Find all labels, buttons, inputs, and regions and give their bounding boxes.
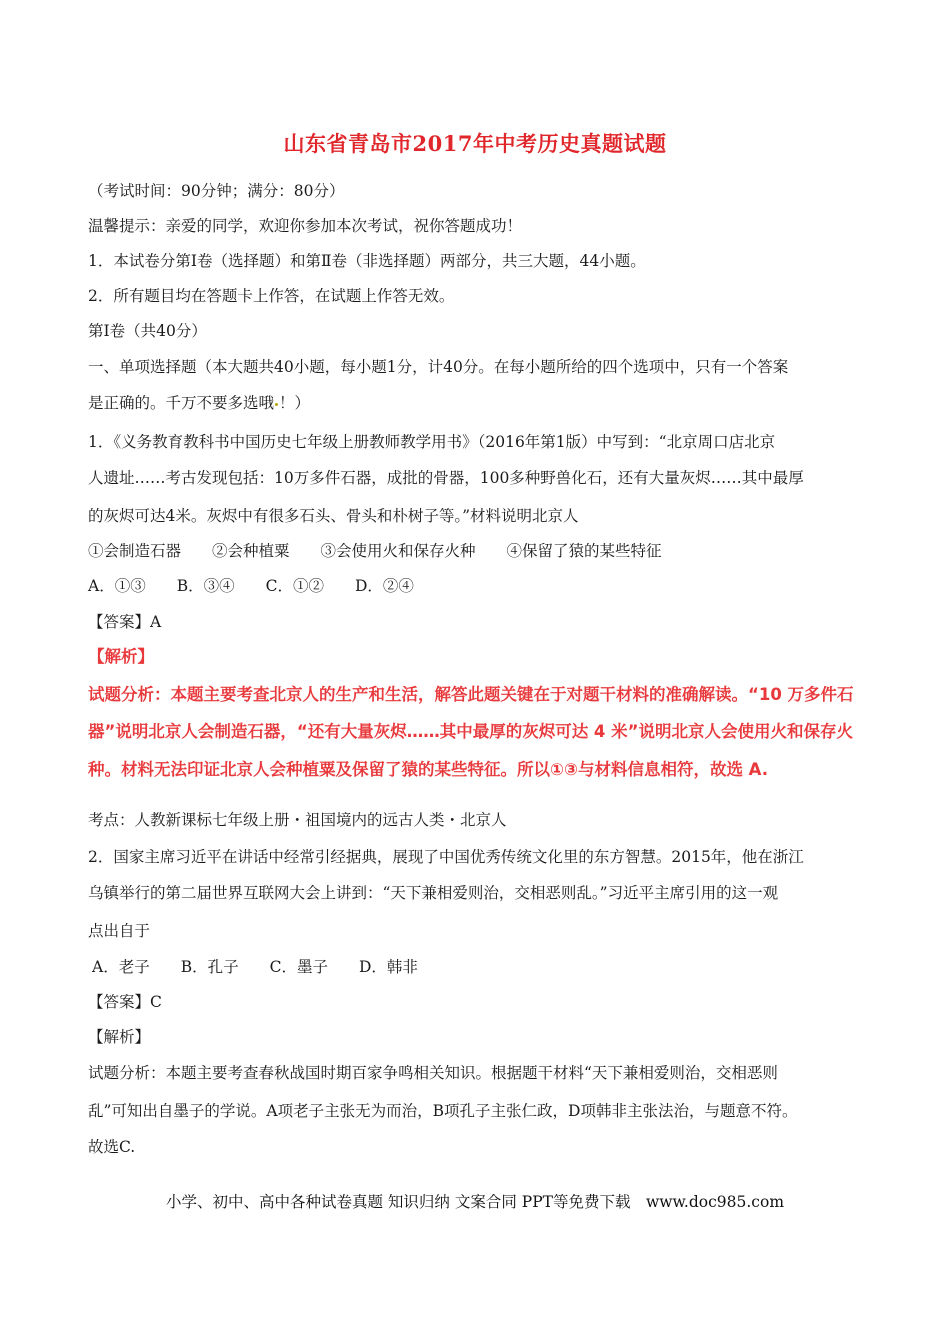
q1-analysis-label: 【解析】 (88, 647, 154, 666)
q2-stem-line1: 2．国家主席习近平在讲话中经常引经据典，展现了中国优秀传统文化里的东方智慧。2015年，他在浙江 (88, 848, 804, 866)
q2-analysis-line1: 试题分析：本题主要考查春秋战国时期百家争鸣相关知识。根据题干材料“天下兼相爱则治，交相恶则 (88, 1064, 778, 1082)
q2-stem-line3: 点出自于 (88, 922, 151, 940)
q1-answer: 【答案】A (88, 613, 162, 631)
q1-analysis-line3: 种。材料无法印证北京人会种植粟及保留了猿的某些特征。所以①③与材料信息相符，故选 A. (88, 760, 769, 779)
q1-options: A．①③ B．③④ C．①② D．②④ (88, 577, 414, 595)
q1-stem-line3: 的灰烬可达4米。灰烬中有很多石头、骨头和朴树子等。”材料说明北京人 (88, 507, 579, 525)
q2-analysis-line2: 乱”可知出自墨子的学说。A项老子主张无为而治，B项孔子主张仁政，D项韩非主张法治，与题意不符。 (88, 1102, 798, 1120)
tip-text: 温馨提示：亲爱的同学，欢迎你参加本次考试，祝你答题成功！ (88, 217, 523, 235)
page-footer: 小学、初中、高中各种试卷真题 知识归纳 文案合同 PPT等免费下载 www.doc985.com (165, 1193, 785, 1211)
part-1-heading: 第Ⅰ卷（共40分） (88, 322, 207, 340)
q2-options: A．老子 B．孔子 C．墨子 D．韩非 (92, 958, 418, 976)
q2-analysis-label: 【解析】 (88, 1028, 151, 1046)
q2-analysis-line3: 故选C. (88, 1138, 136, 1156)
q2-answer: 【答案】C (88, 993, 162, 1011)
section-1-line2-end: ！） (279, 394, 311, 412)
q2-stem-line2: 乌镇举行的第二届世界互联网大会上讲到：“天下兼相爱则治，交相恶则乱。”习近平主席引用的这一观 (88, 884, 779, 902)
section-1-instructions-line2 (88, 392, 878, 414)
section-1-instructions-line1: 一、单项选择题（本大题共40小题，每小题1分，计40分。在每小题所给的四个选项中，只有一个答案 (88, 358, 789, 376)
document-title: 山东省青岛市2017年中考历史真题试题 (283, 131, 667, 156)
section-1-line2-text: 是正确的。千万不要多选哦 (88, 394, 275, 412)
dot-mark-icon (275, 403, 278, 406)
q1-stem-line2: 人遗址……考古发现包括：10万多件石器，成批的骨器，100多种野兽化石，还有大量灰烬……其中最厚 (88, 469, 804, 487)
exam-info: （考试时间：90分钟；满分：80分） (88, 182, 345, 200)
q1-statements: ①会制造石器 ②会种植粟 ③会使用火和保存火种 ④保留了猿的某些特征 (88, 542, 662, 560)
q1-analysis-line1: 试题分析：本题主要考查北京人的生产和生活，解答此题关键在于对题干材料的准确解读。“10 万多件石 (88, 685, 854, 704)
q1-analysis-line2: 器”说明北京人会制造石器，“还有大量灰烬……其中最厚的灰烬可达 4 米”说明北京人会使用火和保存火 (88, 722, 854, 741)
q1-stem-line1: 1．《义务教育教科书中国历史七年级上册教师教学用书》（2016年第1版）中写到：“北京周口店北京 (88, 433, 776, 451)
note-2: 2．所有题目均在答题卡上作答，在试题上作答无效。 (88, 287, 455, 305)
q1-kaodian: 考点：人教新课标七年级上册・祖国境内的远古人类・北京人 (88, 811, 507, 829)
note-1: 1．本试卷分第Ⅰ卷（选择题）和第Ⅱ卷（非选择题）两部分，共三大题，44小题。 (88, 252, 646, 270)
